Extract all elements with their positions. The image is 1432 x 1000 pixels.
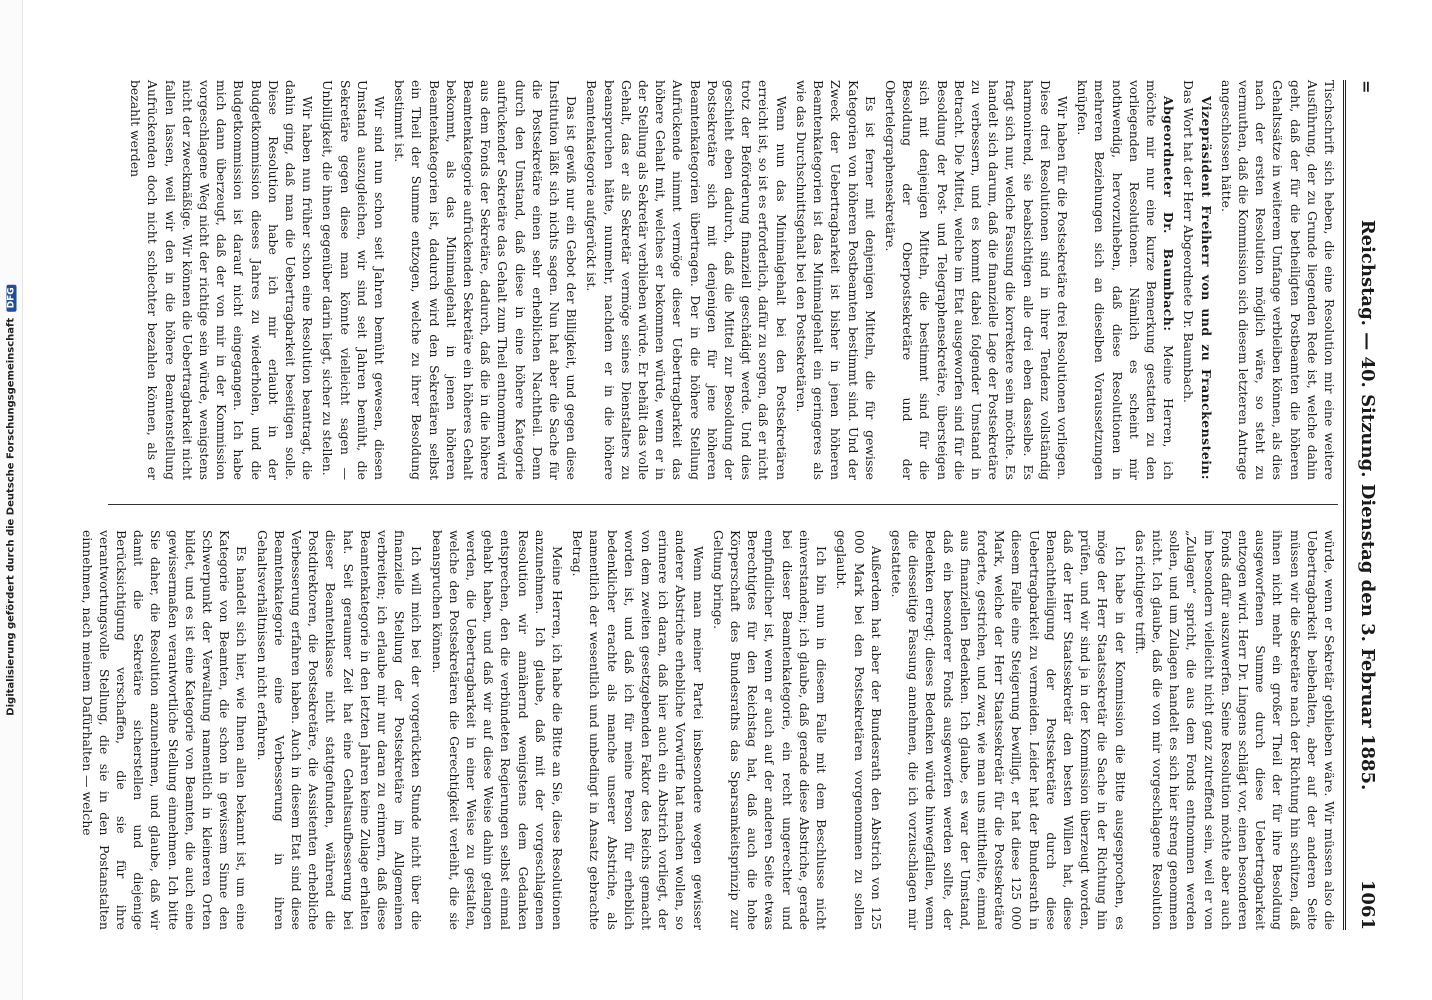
paragraph: Meine Herren, ich habe die Bitte an Sie, diese Resolutionen anzunehmen. Ich glaube, daß mit der vorgeschlagenen Resolution wir annähernd wenigstens dem Gedanken entsprechen, den die verbündeten Regierungen selbst einmal gehabt haben, und daß wir auf diese Weise dahin gelangen werden, die Uebertragbarkeit in einer Weise zu gestalten, welche den Postsekretären die Gerechtigkeit verleiht, die sie beanspruchen können. [429,530,566,930]
paragraph: Wir haben nun früher schon eine Resolution beantragt, die dahin ging, daß man die Uebertragbarkeit beseitigen solle. Diese Resolution habe ich mir erlaubt in der Budgetkommission dieses Jahres zu wiederholen, und die Budgetkommission ist darauf nicht eingegangen. Ich habe mich dann überzeugt, daß der von mir in der Kommission vorgeschlagene Weg nicht der richtige sein würde, wenigstens nicht der zweckmäßige. Wir können die Uebertragbarkeit nicht fallen lassen, weil wir den in die höhere Beamtenstellung Aufrückenden doch nicht schlechter bezahlen können, als er bezahlt werden [128,80,316,481]
paragraph: Wenn man meiner Partei insbesondere wegen gewisser anderer Abstriche erhebliche Vorwürfe hat machen wollen, so erinnere ich daran, daß hier auch ein Abstrich vorliegt, der von dem zweiten gesetzgebenden Faktor des Reichs gemacht worden ist, und daß ich für meine Person für erheblich bedenklicher erachte als manche unserer Abstriche, als namentlich der wesentlich und unbedingt in Ansatz gebrachte Betrag. [570,530,706,930]
speech-text: Das Wort hat der Herr Abgeordnete Dr. Baumbach. [1181,80,1197,403]
header-title: Reichstag. — 40. Sitzung. Dienstag den 3. Februar 1885. [1357,219,1378,791]
left-text-column [108,80,1338,480]
speaker-paragraph [1074,80,1177,480]
speaker-name: Abgeordneter Dr. Baumbach: [1161,96,1177,332]
paragraph: Wir sind nun schon seit Jahren bemüht gewesen, diesen Umstand auszugleichen, wir sind seit Jahren bemüht, die Sekretäre gegen diese man könnte vielleicht sagen — Unbilligkeit, die ihnen gegenüber darin liegt, sicher zu stellen. [320,80,388,480]
paragraph: Wenn nun das Minimalgehalt bei den Postsekretären erreicht ist, so ist es erforderlich, dafür zu sorgen, daß er nicht trotz der Beförderung finanziell geschädigt werde. Und dies geschieht eben dadurch, daß die Mittel zur Besoldung der Postsekretäre sich mit denjenigen für jene höheren Beamtenkategorien übertragen. Der in die höhere Stellung Aufrückende nimmt vermöge dieser Uebertragbarkeit das höhere Gehalt mit, welches er bekommen würde, wenn er in der Stellung als Sekretär verblieben würde. Er behält das volle Gehalt, das er als Sekretär vermöge seines Dienstalters zu beanspruchen hätte, nunmehr, nachdem er in die höhere Beamtenkategorie aufgerückt ist. [584,80,789,480]
paragraph: Es ist ferner mit denjenigen Mitteln, die für gewisse Kategorien von höheren Postbeamten bestimmt sind. Und der Zweck der Uebertragbarkeit ist bisher in jenen höheren Beamtenkategorien ist das Minimalgehalt ein geringeres als wie das Durchschnittsgehalt bei den Postsekretären. [793,80,878,480]
header-left-mark: = [1357,80,1376,94]
speaker-paragraph [1180,80,1214,480]
page-number: 1061 [1357,879,1378,930]
side-watermark [0,0,23,1000]
paragraph: Das ist gewiß nur ein Gebot der Billigkeit, und gegen diese Institution läßt sich nichts sagen. Nun hat aber die Sache für die Postsekretäre einen sehr erheblichen Nachtheil. Denn durch den Umstand, daß diese in eine höhere Kategorie aufrückender Sekretäre das Gehalt zum Theil entnommen wird aus dem Fonds der Sekretäre, dadurch, daß die in die höhere Beamtenkategorie aufrückenden Sekretäre ein höheres Gehalt bekommt, als das Minimalgehalt in jenen höheren Beamtenkategorien ist, dadurch wird den Sekretären selbst ein Theil der Summe entzogen, welche zu ihrer Besoldung bestimmt ist. [392,80,580,480]
paragraph: Ich bin nun in diesem Falle mit dem Beschlusse nicht einverstanden; ich glaube, daß gerade diese Abstriche, gerade bei dieser Beamtenkategorie, ein recht ungerechter und empfindlicher ist, wenn er auch auf der anderen Seite etwas Berechtigtes für den Reichstag hat, daß auch die hohe Körperschaft des Bundesraths das Sparsamkeitsprinzip zur Geltung bringe. [710,530,830,930]
scanned-page [80,40,1400,970]
paragraph: Außerdem hat aber der Bundesrath den Abstrich von 125 000 Mark bei den Postsekretären vorgenommen zu sollen geglaubt. [834,530,884,930]
paragraph: Wir haben für die Postsekretäre drei Resolutionen vorliegen. Diese drei Resolutionen sind in ihrer Tendenz vollständig harmonirend, sie beabsichtigen alle drei eben dasselbe. Es fragt sich nur, welche Fassung die korrektere sein möchte. Es handelt sich darum, daß die finanzielle Lage der Postsekretäre zu verbessern, und es kommt dabei folgender Umstand in Betracht. Die Mittel, welche im Etat ausgeworfen sind für die Besoldung der Post- und Telegraphensekretäre, übersteigen sich mit denjenigen Mitteln, die bestimmt sind für die Besoldung der Oberpostsekretäre und der Obertelegraphensekretäre. [882,80,1070,480]
speaker-name: Vizepräsident Freiherr von und zu Franckenstein: [1198,96,1214,480]
paragraph: Es handelt sich hier, wie Ihnen allen bekannt ist, um eine Kategorie von Beamten, die schon in gewissem Sinne den Schwerpunkt der Verwaltung namentlich in kleineren Orten bildet, und es ist eine Kategorie von Beamten, die auch eine gewissermaßen verantwortliche Stellung einnehmen. Ich bitte Sie daher, die Resolution anzunehmen, und glaube, daß wir damit die Sekretäre sicherstellen und diejenige Berücksichtigung verschaffen, die sie für ihre verantwortungsvolle Stellung, die sie in den Postanstalten einnehmen, nach meinem Dafürhalten — welche [79,530,250,930]
right-text-column [79,530,1338,930]
page-header [1343,80,1382,930]
paragraph: Tischschrift sich heben, die eine Resolution mir eine weitere Ausführung, der zu Grunde liegenden Rede ist, welche dahin geht, daß der für die betheiligten Postbeamten die höheren Gehaltssätze in weiterem Umfange verbleiben können, als dies nach der ersten Resolution möglich wäre, so steht zu vermuthen, daß die Kommission sich diesem letzteren Antrage angeschlossen hätte. [1218,80,1337,480]
paragraph: würde, wenn er Sekretär geblieben wäre. Wir müssen also die Uebertragbarkeit beibehalten, aber auf der anderen Seite müssen wir die Sekretäre nach der Richtung hin schützen, daß ihnen nicht mehr ein großer Theil der für ihre Besoldung ausgeworfenen Summe durch diese Uebertragbarkeit entzogen wird. Herr Dr. Lingens schlägt vor, einen besonderen Fonds dafür auszuwerfen. Seine Resolution möchte aber auch im besondern vielleicht nicht ganz zutreffend sein, weil er von „Zulagen“ spricht, die aus dem Fonds entnommen werden sollen, und um Zulagen handelt es sich hier streng genommen nicht. Ich glaube, daß die von mir vorgeschlagene Resolution das richtigere trifft. [1132,530,1337,930]
watermark-text: Digitalisierung gefördert durch die Deutsche Forschungsgemeinschaft [5,317,17,716]
column-divider [108,504,1338,505]
dfg-logo: DFG [7,284,17,311]
paragraph: Ich will mich bei der vorgerückten Stunde nicht über die finanzielle Stellung der Postsekretäre im Allgemeinen verbreiten; ich erlaube mir nur daran zu erinnern, daß diese Beamtenkategorie in den letzten Jahren keine Zulage erhalten hat. Seit geraumer Zeit hat eine Gehaltsaufbesserung bei dieser Beamtenklasse nicht stattgefunden, während die Postdirektoren, die Postsekretäre, die Assistenten erhebliche Verbesserung erfahren haben. Auch in diesem Etat sind diese Beamtenkategorie eine Verbesserung in ihren Gehaltsverhältnissen nicht erfahren. [254,530,425,930]
paragraph: Ich habe in der Kommission die Bitte ausgesprochen, es möge der Herr Staatssekretär die Sache in der Richtung hin prüfen, und wir sind ja in der Kommission überzeugt worden, daß der Herr Staatssekretär den besten Willen hat, diese Benachtheiligung der Postsekretäre durch diese Uebertragbarkeit zu vermeiden. Leider hat der Bundesrath in diesem Falle eine Steigerung bewilligt, er hat diese 125 000 Mark, welche der Herr Staatssekretär für die Postsekretäre forderte, gestrichen, und zwar, wie man uns mittheilte, einmal aus finanziellen Bedenken. Ich glaube, es war der Umstand, daß ein besonderer Fonds ausgeworfen werden sollte, der Bedenken erregt; dieses Bedenken würde hinwegfallen, wenn die diesseitige Fassung annehmen, die ich vorzuschlagen mir gestattete. [888,530,1128,930]
speech-text: Meine Herren, ich möchte mir nur eine kurze Bemerkung gestatten zu den vorliegenden Resolutionen. Nämlich es scheint mir nothwendig, hervorzuheben, daß diese Resolutionen in mehreren Beziehungen sich an dieselben Voraussetzungen knüpfen. [1075,80,1177,481]
scanned-page-area [80,40,1400,970]
